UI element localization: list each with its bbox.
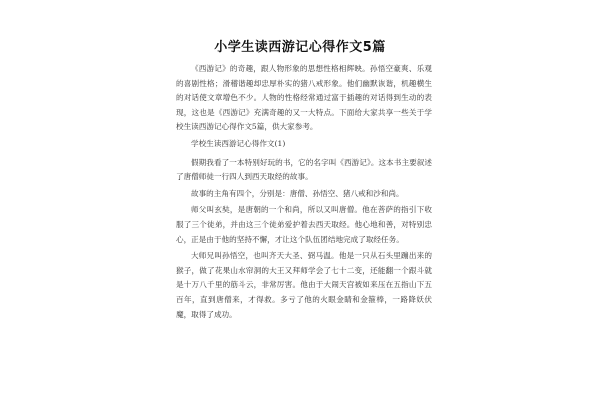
body-paragraph: 大师兄叫孙悟空，也叫齐天大圣、弼马温。他是一只从石头里蹦出来的猴子，做了花果山水帘洞的大王又拜师学会了七十二变，还能翻一个跟斗就是十万八千里的筋斗云，非常厉害。他由于大闹天宫被如来压在五指山下五百年，直到唐僧来，才得救。多亏了他的火眼金睛和金箍棒，一路降妖伏魔，取得了成功。: [176, 251, 432, 319]
section-heading: 学校生读西游记心得作文(1): [191, 138, 286, 148]
intro-paragraph: 《西游记》的奇趣，跟人物形象的思想性格相辉映。孙悟空豪爽、乐观的喜剧性格；滑稽谐趣却忠厚朴实的猪八戒形象。他们幽默诙谐，机趣横生的对话使文章增色不少。人物的性格经常通过富于插趣的对话得到生动的表现，这也是《西游记》充满奇趣的又一大特点。下面给大家共享一些关于学校生读西游记心得作文5篇，供大家参考。: [176, 64, 432, 132]
article-body: [176, 62, 432, 324]
body-paragraph: 故事的主角有四个，分别是：唐僧、孙悟空、猪八戒和沙和尚。: [191, 188, 404, 198]
page-title: 小学生读西游记心得作文5篇: [214, 40, 386, 55]
body-paragraph: 师父叫玄奘，是唐朝的一个和尚，所以又叫唐僧。他在菩萨的指引下收服了三个徒弟，并由这三个徒弟爱护着去西天取经。他心地和善，对特别忠心，正是由于他的坚持不懈，才让这个队伍团结地完成了取经任务。: [176, 205, 432, 244]
body-paragraph: 假期我看了一本特别好玩的书，它的名字叫《西游记》。这本书主要叙述了唐僧师徒一行四人到西天取经的故事。: [176, 157, 432, 182]
